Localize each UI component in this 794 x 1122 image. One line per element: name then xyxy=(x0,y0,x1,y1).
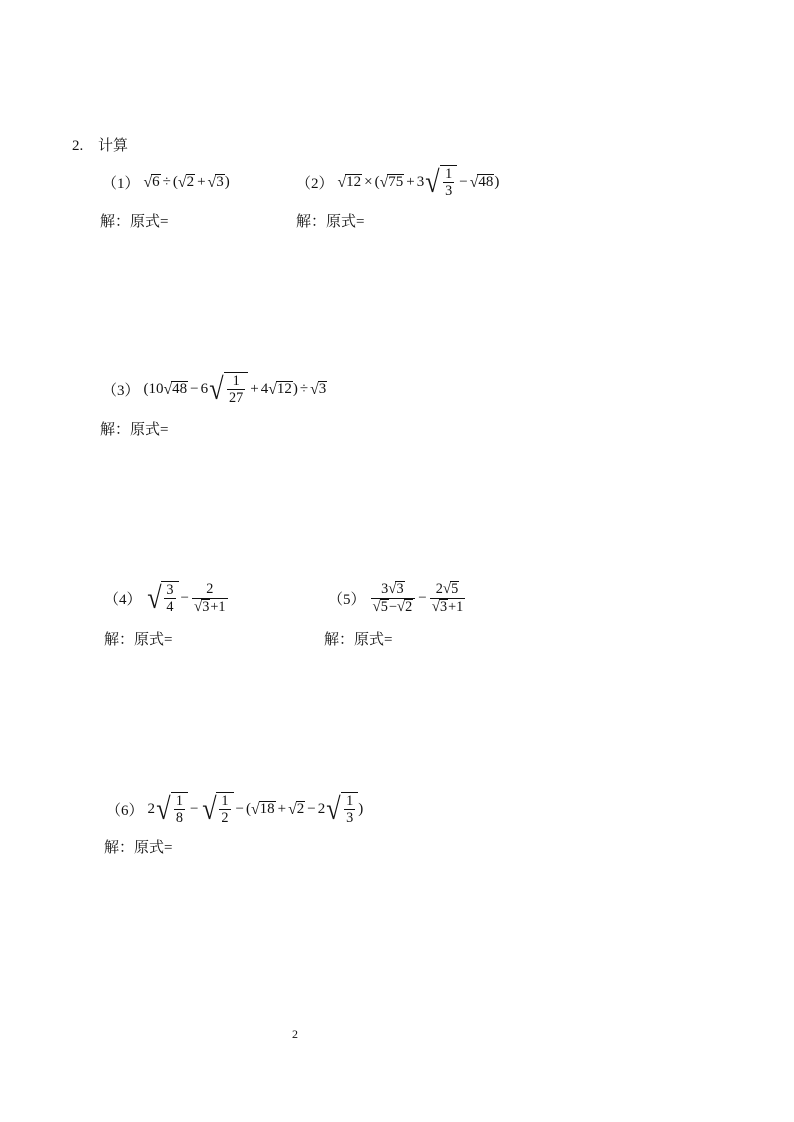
page-number: 2 xyxy=(292,1027,298,1041)
section-number: 2. xyxy=(72,138,84,154)
problem-1: （1） √ 6 ÷ ( √ 2 + √ 3 ) xyxy=(102,174,230,192)
problem-label: （6） xyxy=(106,802,144,819)
answer-label-4: 解：原式= xyxy=(104,632,173,648)
problem-label: （3） xyxy=(102,382,140,399)
problem-4: （4） √ $\frac{3}{4}$ − 2 √ 3 +1 xyxy=(104,580,226,615)
problem-label: （5） xyxy=(328,591,366,608)
section-title: 计算 xyxy=(98,138,129,154)
problem-2: （2） √ 12 × ( √ 75 + 3 √ $\frac{1}{3}$ − √ 48 ) xyxy=(296,164,500,199)
answer-label-6: 解：原式= xyxy=(104,840,173,856)
problem-5: （5） 3 √ 3 √ 5 − √ 2 − 2 √ 5 √ 3 +1 xyxy=(328,581,464,615)
problem-label: （4） xyxy=(104,591,142,608)
answer-label-1: 解：原式= xyxy=(100,214,169,230)
problem-3: （3） (10 √ 48 − 6 √ $\frac{1}{27}$ + 4 √ 12 ) ÷ √ 3 xyxy=(102,371,327,406)
sqrt-6: √ 6 xyxy=(143,174,160,192)
answer-label-3: 解：原式= xyxy=(100,422,169,438)
problem-label: （1） xyxy=(102,176,140,192)
problem-label: （2） xyxy=(296,175,334,192)
section-heading xyxy=(72,134,128,155)
problem-6: （6） 2 √ $\frac{1}{8}$ − √ $\frac{1}{2}$ − ( √ 18 + √ 2 − 2 √ $\frac{1}{3}$ ) xyxy=(106,791,364,826)
answer-label-5: 解：原式= xyxy=(324,632,393,648)
answer-label-2: 解：原式= xyxy=(296,214,365,230)
